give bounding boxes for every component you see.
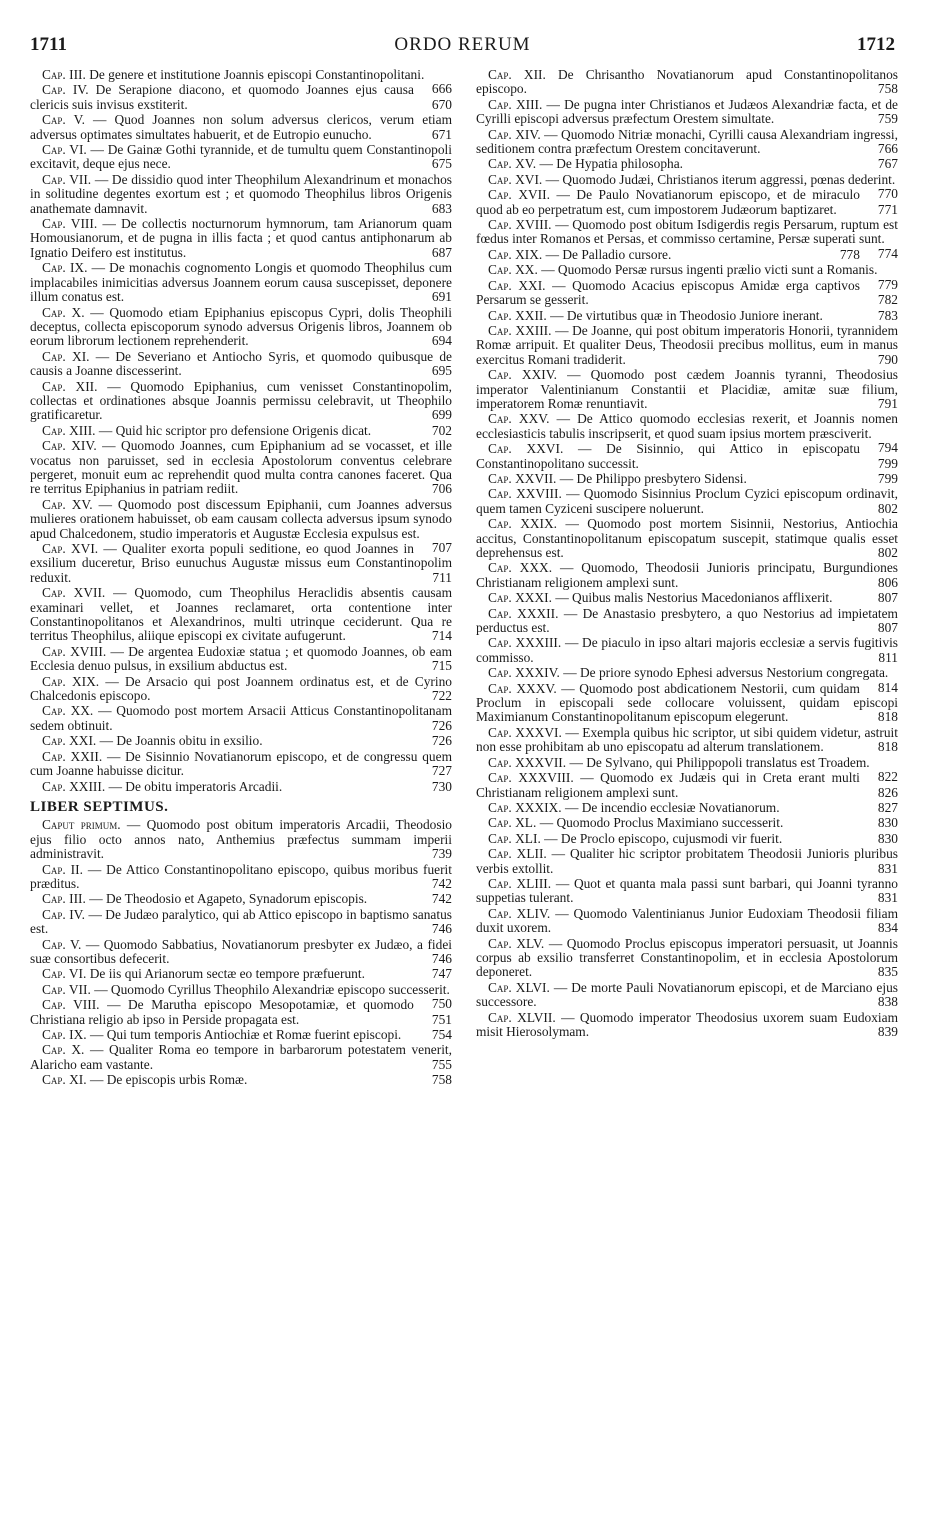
chapter-entry — [476, 907, 898, 936]
chapter-number: Cap. XIII. — [488, 96, 543, 112]
chapter-entry — [476, 801, 898, 815]
chapter-title: — Quod Joannes non solum adversus clericos, verum etiam adversus optimates simultates habuerit, et de Eutropio eunucho. — [30, 112, 452, 142]
column-reference: 807 — [877, 620, 898, 636]
chapter-number: Cap. XXXVIII. — [488, 770, 574, 786]
chapter-number: Cap. XLIV. — [488, 905, 551, 921]
chapter-title: — Quomodo, Theodosii Junioris principatu, Burgundiones Christianam religionem amplexi sunt. — [476, 560, 898, 590]
chapter-number: Cap. IV. — [42, 906, 85, 922]
chapter-title: — De Joanne, qui post obitum imperatoris Honorii, tyrannidem Romæ arripuit. Et qualiter Deus, Theodosii precibus mollitus, eum in manus exercitus Romani tradiderit. — [476, 322, 898, 367]
chapter-number: Cap. VI. — [42, 966, 87, 982]
chapter-entry — [30, 938, 452, 967]
chapter-entry — [30, 113, 452, 142]
chapter-entry — [30, 1073, 452, 1087]
chapter-title: — Quomodo post cædem Joannis tyranni, Theodosius imperator Valentinianum Constantii et Placidiæ, amitæ suæ filium, imperatorem Romæ renuntiavit. — [476, 367, 898, 411]
chapter-entry — [30, 261, 452, 304]
column-reference: 779 — [877, 276, 898, 292]
column-reference: 811 — [878, 649, 898, 665]
chapter-number: Cap. XV. — [42, 496, 93, 512]
chapter-title: De Chrisantho Novatianorum apud Constantinopolitanos episcopo. — [476, 67, 898, 97]
chapter-number: Cap. IX. — [42, 1027, 87, 1042]
chapter-entry — [476, 128, 898, 157]
chapter-number: Cap. XXXVI. — [488, 724, 562, 740]
column-reference: 767 — [877, 156, 898, 172]
chapter-title: — De Sisinnio Novatianorum episcopo, et de congressu quem cum Joanne habuisse dicitur. — [30, 748, 452, 779]
chapter-number: Cap. XXXV. — [488, 680, 557, 696]
chapter-entry — [30, 83, 452, 112]
chapter-entry — [30, 967, 452, 981]
column-reference: 802 — [877, 545, 898, 560]
chapter-number: Cap. XXXIII. — [488, 635, 562, 651]
chapter-title: — Quomodo post discessum Epiphanii, cum Joannes adversus mulieres orationem habuisset, ob eam causam collecta adversus ipsum synodo apud Chalcedonem, studio imperatoris et Augustæ Ecclesia expulsus est. — [30, 496, 452, 541]
column-reference: 834 — [877, 920, 898, 936]
chapter-entry — [476, 157, 898, 171]
chapter-entry — [30, 350, 452, 379]
chapter-number: Cap. XII. — [42, 378, 98, 394]
chapter-number: Cap. XXX. — [488, 560, 553, 576]
column-reference: 742 — [431, 875, 452, 891]
chapter-title: — Quomodo Acacius episcopus Amidæ erga captivos Persarum se gesserit. — [476, 277, 860, 308]
column-reference: 758 — [431, 1072, 452, 1088]
column-reference: 707 — [431, 540, 452, 555]
chapter-entry — [30, 586, 452, 644]
chapter-number: Cap. XXI. — [42, 733, 97, 749]
chapter-entry — [476, 981, 898, 1010]
chapter-number: Cap. XVI. — [488, 171, 543, 187]
column-reference: 790 — [877, 351, 898, 367]
chapter-entry — [476, 832, 898, 846]
column-reference: 683 — [431, 200, 452, 216]
chapter-title: — Quomodo, cum Theophilus Heraclidis absentis causam examinari vellet, et Joannes reclamaret, orta contentione inter Constantinopolitanos et Alexandrinos, multi utrinque ceciderunt. Qua re territus Theophilus, aliique episcopi ex civitate aufugerunt. — [30, 585, 452, 644]
chapter-entry — [476, 877, 898, 906]
chapter-title: — De Attico quomodo ecclesias rexerit, et Joannis nomen ecclesiasticis tabulis inscripserit, et quod suam ipsius mortem præsciverit. — [476, 411, 898, 441]
chapter-entry — [30, 704, 452, 733]
chapter-title: — De episcopis urbis Romæ. — [89, 1072, 248, 1088]
column-reference: 758 — [877, 81, 898, 97]
column-reference: 754 — [431, 1027, 452, 1042]
chapter-number: Cap. XI. — [42, 348, 90, 364]
chapter-entry — [476, 245, 898, 262]
column-reference: 771 — [877, 201, 898, 217]
chapter-entry — [476, 937, 898, 980]
chapter-entry — [30, 780, 452, 794]
chapter-number: Cap. XIX. — [488, 246, 543, 262]
column-reference: 727 — [431, 763, 452, 779]
chapter-title: — De Hypatia philosopha. — [539, 156, 684, 172]
chapter-number: Cap. XLVI. — [488, 979, 550, 995]
column-reference: 694 — [431, 333, 452, 349]
chapter-title: — De Sylvano, qui Philippopoli translatus est Troadem. — [569, 754, 870, 770]
chapter-number: Cap. XXV. — [488, 411, 550, 427]
chapter-entry — [30, 1028, 452, 1042]
column-reference: 730 — [431, 778, 452, 794]
chapter-number: Cap. XXXIV. — [488, 665, 560, 681]
chapter-entry — [476, 309, 898, 323]
column-reference: 695 — [431, 363, 452, 379]
column-reference: 670 — [431, 96, 452, 112]
chapter-entry — [476, 1011, 898, 1040]
chapter-title: — De Joannis obitu in exsilio. — [99, 733, 263, 749]
column-reference: 839 — [877, 1024, 898, 1039]
chapter-entry — [30, 645, 452, 674]
column-reference: 791 — [877, 395, 898, 411]
chapter-title: — Quomodo Judæi, Christianos iterum aggressi, pœnas dederint. — [545, 171, 896, 187]
column-reference: 706 — [431, 481, 452, 497]
chapter-number: Cap. XXVII. — [488, 470, 557, 486]
chapter-entry — [476, 816, 898, 830]
chapter-entry — [30, 380, 452, 423]
column-reference: 766 — [877, 141, 898, 157]
chapter-number: Cap. XXIII. — [488, 322, 552, 338]
chapter-title: — Quomodo Epiphanius, cum venisset Constantinopolim, collectas et ordinationes absque Joannis permissu celebravit, ut Theophilo gratificaretur. — [30, 378, 452, 423]
chapter-title: — Quomodo ex Judæis qui in Creta erant multi Christianam religionem amplexi sunt. — [476, 770, 860, 800]
chapter-number: Cap. XXXVII. — [488, 754, 567, 770]
chapter-title: — De Proclo episcopo, cujusmodi vir fuerit. — [544, 830, 783, 846]
chapter-title: — Quomodo etiam Epiphanius episcopus Cypri, dolis Theophili deceptus, collecta episcoporum synodo adversus Origenis libros, Joannem ob eorum librorum lectionem reprehenderit. — [30, 304, 452, 349]
chapter-number: Cap. XL. — [488, 815, 537, 831]
column-reference: 711 — [432, 569, 452, 585]
column-reference: 831 — [877, 890, 898, 906]
column-reference: 830 — [877, 830, 898, 846]
chapter-title: — Quomodo post mortem Sisinnii, Nestorius, Antiochia accitus, Constantinopolitanum episcopatum suscepit, statimque qualis esset deprehensus est. — [476, 516, 899, 560]
chapter-title: — De incendio ecclesiæ Novatianorum. — [564, 799, 780, 815]
chapter-entry — [30, 998, 452, 1027]
chapter-entry — [476, 607, 898, 636]
column-reference: 783 — [877, 307, 898, 323]
column-reference: 799 — [877, 455, 898, 471]
chapter-title: — Quomodo Persæ rursus ingenti prælio victi sunt a Romanis. — [541, 262, 878, 278]
chapter-number: Cap. X. — [42, 1042, 85, 1058]
right-column — [476, 68, 898, 1040]
column-reference: 742 — [431, 891, 452, 907]
column-reference: 806 — [877, 574, 898, 590]
column-reference: 831 — [877, 860, 898, 876]
chapter-entry — [30, 863, 452, 892]
chapter-title: — Qualiter Roma eo tempore in barbarorum potestatem venerit, Alaricho eam vastante. — [30, 1042, 452, 1072]
chapter-entry — [30, 908, 452, 937]
chapter-title: — Quot et quanta mala passi sunt barbari, qui Joanni tyranno suppetias tulerant. — [476, 875, 898, 906]
chapter-title: — Quomodo post obitum Isdigerdis regis Persarum, ruptum est fœdus inter Romanos et Persas, et commisso certamine, Persæ superati sunt. — [476, 217, 898, 247]
chapter-entry — [30, 675, 452, 704]
chapter-entry — [30, 542, 452, 585]
chapter-number: Cap. III. — [42, 67, 86, 82]
column-reference: 671 — [431, 126, 452, 142]
chapter-entry — [476, 442, 898, 471]
chapter-entry — [30, 818, 452, 861]
column-reference: 759 — [877, 111, 898, 127]
chapter-entry — [476, 98, 898, 127]
column-reference: 770 — [877, 186, 898, 202]
column-reference: 818 — [877, 709, 898, 725]
chapter-number: Cap. V. — [42, 112, 85, 128]
chapter-title: — De piaculo in ipso altari majoris ecclesiæ a servis fugitivis commisso. — [476, 635, 899, 665]
chapter-title: — Qualiter exorta populi seditione, eo quod Joannes in exsilium duceretur, Briso eunuchus Augustæ missus eum Constantinopolim reduxit. — [30, 541, 452, 585]
chapter-title: — Quid hic scriptor pro defensione Origenis dicat. — [98, 422, 372, 438]
chapter-number: Cap. XXIII. — [42, 778, 106, 794]
chapter-title: — De morte Pauli Novatianorum episcopi, et de Marciano ejus successore. — [476, 979, 898, 1010]
chapter-entry — [30, 750, 452, 779]
column-reference: 746 — [431, 921, 452, 937]
chapter-title: — De Attico Constantinopolitano episcopo, quibus moribus fuerit præditus. — [30, 861, 453, 891]
column-reference: 726 — [431, 717, 452, 733]
column-reference: 807 — [877, 590, 898, 606]
chapter-number: Cap. XXII. — [488, 307, 547, 323]
chapter-number: Cap. XIV. — [488, 126, 541, 142]
chapter-number: Cap. VIII. — [42, 216, 98, 232]
chapter-title: — De Philippo presbytero Sidensi. — [559, 470, 747, 486]
column-reference: 739 — [431, 846, 452, 862]
chapter-title: — De Gainæ Gothi tyrannide, et de tumultu quem Constantinopoli excitavit, deque ejus nece. — [30, 142, 452, 172]
column-reference: 687 — [431, 244, 452, 260]
chapter-entry — [30, 306, 452, 349]
chapter-number: Cap. XXVIII. — [488, 486, 562, 502]
column-reference: 830 — [877, 815, 898, 831]
chapter-number: Cap. XXXIX. — [488, 799, 562, 815]
chapter-title: — Qui tum temporis Antiochiæ et Romæ fuerint episcopi. — [89, 1027, 402, 1042]
chapter-number: Cap. V. — [42, 936, 82, 952]
chapter-title: De genere et institutione Joannis episcopi Constantinopolitani. — [89, 67, 425, 82]
column-reference: 699 — [431, 407, 452, 423]
chapter-entry — [476, 679, 898, 725]
chapter-title: — Quomodo Proclus episcopus imperatori persuasit, ut Joannis corpus ab exsilio transferret Constantinopolim, et in ecclesia Apostolorum deponeret. — [476, 935, 898, 980]
chapter-title: — Quomodo Nitriæ monachi, Cyrilli causa Alexandriam ingressi, seditionem contra præfectum Orestem concitaverunt. — [476, 126, 898, 157]
chapter-number: Caput primum. — [42, 817, 121, 833]
book-heading: LIBER SEPTIMUS. — [30, 798, 169, 815]
chapter-entry — [30, 217, 452, 260]
page-number-left: 1711 — [30, 34, 67, 55]
column-reference: 751 — [431, 1011, 452, 1027]
chapter-title: — Quomodo Valentinianus Junior Eudoxiam Theodosii filiam duxit uxorem. — [476, 905, 899, 936]
chapter-entry — [476, 771, 898, 800]
chapter-title: De Serapione diacono, et quomodo Joannes ejus causa clericis suis invisus exstiterit. — [30, 82, 414, 112]
chapter-entry — [30, 1043, 452, 1072]
chapter-title: — De collectis nocturnorum hymnorum, tam Arianorum quam Homousianorum, et de pugna in illis facta ; et quod cantus antiphonarum ab Ignatio Deifero est institutus. — [30, 216, 452, 260]
chapter-title: — Quomodo Sisinnius Proclum Cyzici episcopum ordinavit, quem tamen Cyziceni suscipere noluerunt. — [476, 486, 898, 516]
chapter-number: Cap. XVII. — [42, 585, 106, 601]
chapter-title: — De argentea Eudoxiæ statua ; et quomodo Joannes, ob eam Ecclesia denuo pulsus, in exsilium abductus est. — [30, 643, 452, 674]
chapter-number: Cap. XXI. — [488, 277, 546, 293]
chapter-number: Cap. XXVI. — [488, 441, 564, 457]
chapter-title: De iis qui Arianorum sectæ eo tempore præfuerunt. — [89, 966, 365, 982]
chapter-number: Cap. II. — [42, 861, 83, 877]
chapter-title: — Quomodo post abdicationem Nestorii, cum quidam Proclum in episcopali sede collocare voluissent, quidam episcopi Maximianum Constantinopolitanum episcopum elegerunt. — [476, 680, 898, 725]
chapter-title: — Exempla quibus hic scriptor, ut sibi quidem videtur, astruit non esse prohibitam ab uno episcopatu ad alterum translationem. — [476, 724, 898, 755]
column-reference: 750 — [431, 996, 452, 1012]
chapter-number: Cap. XLV. — [488, 935, 545, 951]
chapter-title: — De Palladio cursore. — [545, 246, 672, 262]
chapter-title: — Quomodo post obitum imperatoris Arcadii, Theodosio ejus filio octo annos nato, Anthemius præfectus summam imperii administravit. — [30, 817, 453, 862]
chapter-number: Cap. XXIX. — [488, 516, 558, 532]
chapter-number: Cap. IV. — [42, 82, 89, 98]
chapter-title: — De Paulo Novatianorum episcopo, et de miraculo quod ab eo perpetratum est, cum impostorem Judæorum baptizaret. — [476, 187, 860, 217]
chapter-title: — De priore synodo Ephesi adversus Nestorium congregata. — [563, 665, 889, 681]
chapter-title: — De virtutibus quæ in Theodosio Juniore inerant. — [550, 307, 823, 323]
chapter-entry — [476, 517, 898, 560]
chapter-entry — [30, 734, 452, 748]
chapter-title: — Quomodo Joannes, cum Epiphanium ad se vocasset, et ille vocatus non paruisset, sed in ecclesia Apostolorum conventus celebrare pergeret, monuit eum ac reprehendit quod multa contra canones faceret. Qua re territus Epiphanius in patriam rediit. — [30, 438, 452, 497]
chapter-entry — [476, 324, 898, 367]
chapter-entry — [30, 173, 452, 216]
column-reference: 774 — [877, 245, 898, 261]
chapter-number: Cap. XXII. — [42, 748, 103, 764]
chapter-number: Cap. XII. — [488, 67, 546, 82]
chapter-number: Cap. XVIII. — [488, 217, 552, 233]
chapter-number: Cap. XXXI. — [488, 590, 552, 606]
chapter-title: — De pugna inter Christianos et Judæos Alexandriæ facta, et de Cyrilli episcopi adversus præfectum Orestem simultate. — [476, 96, 898, 127]
column-reference: 714 — [431, 628, 452, 644]
chapter-title: — Quomodo imperator Theodosius uxorem suam Eudoxiam misit Hierosolymam. — [476, 1009, 898, 1039]
chapter-entry — [30, 439, 452, 497]
column-reference: 778 — [839, 246, 860, 262]
chapter-title: — De Severiano et Antiocho Syris, et quomodo quibusque de causis a Joanne discesserint. — [30, 348, 452, 379]
chapter-number: Cap. III. — [42, 891, 86, 907]
chapter-title: — De Marutha episcopo Mesopotamiæ, et quomodo Christiana religio ab ipso in Perside propagata est. — [30, 997, 414, 1027]
chapter-entry — [476, 368, 898, 411]
column-reference: 794 — [877, 440, 898, 456]
column-reference: 746 — [431, 950, 452, 966]
chapter-number: Cap. XIV. — [42, 438, 97, 454]
chapter-entry — [476, 487, 898, 516]
chapter-title: — De dissidio quod inter Theophilum Alexandrinum et monachos in solitudine degentes exortum est ; et quomodo Theophilus libros Origenis anathemate damnavit. — [30, 171, 453, 216]
column-reference: 726 — [431, 733, 452, 749]
chapter-title: — De Anastasio presbytero, a quo Nestorius ad impietatem perductus est. — [476, 605, 898, 636]
column-reference: 802 — [877, 500, 898, 516]
chapter-entry — [476, 276, 898, 308]
chapter-number: Cap. XXIV. — [488, 367, 557, 383]
chapter-title: — De Arsacio qui post Joannem ordinatus est, et de Cyrino Chalcedonis episcopo. — [30, 673, 452, 704]
chapter-number: Cap. VI. — [42, 142, 87, 158]
page-number-right: 1712 — [857, 34, 895, 55]
chapter-entry — [476, 68, 898, 97]
chapter-number: Cap. XIII. — [42, 422, 96, 438]
chapter-title: — Quomodo Proclus Maximiano successerit. — [539, 815, 784, 831]
chapter-title: — Qualiter hic scriptor probitatem Theodosii Junioris pluribus verbis extollit. — [476, 846, 898, 876]
chapter-title: — Quomodo Sabbatius, Novatianorum presbyter ex Judæo, a fidei suæ consortibus defecerit. — [30, 936, 452, 966]
chapter-number: Cap. XVIII. — [42, 643, 107, 659]
column-reference: 827 — [877, 799, 898, 815]
column-reference: 666 — [431, 81, 452, 97]
chapter-number: Cap. X. — [42, 304, 85, 320]
running-header — [30, 34, 895, 56]
chapter-number: Cap. XIX. — [42, 673, 100, 689]
column-reference: 675 — [431, 156, 452, 172]
chapter-number: Cap. XLII. — [488, 846, 547, 862]
column-reference: 702 — [431, 422, 452, 438]
chapter-title: — De Sisinnio, qui Attico in episcopatu Constantinopolitano successit. — [476, 441, 860, 471]
chapter-title: — Quomodo Cyrillus Theophilo Alexandriæ episcopo successerit. — [94, 981, 450, 997]
chapter-number: Cap. VIII. — [42, 997, 100, 1013]
chapter-entry — [30, 892, 452, 906]
chapter-entry — [476, 726, 898, 755]
chapter-title: — Quibus malis Nestorius Macedonianos afflixerit. — [555, 590, 833, 606]
column-reference: 722 — [431, 688, 452, 704]
running-title: ORDO RERUM — [394, 34, 531, 55]
column-reference: 747 — [431, 966, 452, 982]
chapter-entry — [476, 472, 898, 486]
chapter-title: — De obitu imperatoris Arcadii. — [108, 778, 283, 794]
column-reference: 755 — [431, 1056, 452, 1072]
chapter-entry — [476, 847, 898, 876]
column-reference: 814 — [877, 679, 898, 695]
chapter-entry — [476, 188, 898, 217]
chapter-title: — De Judæo paralytico, qui ab Attico episcopo in baptismo sanatus est. — [30, 906, 452, 937]
chapter-number: Cap. VII. — [42, 981, 91, 997]
column-reference: 799 — [877, 470, 898, 486]
chapter-number: Cap. XLVII. — [488, 1009, 556, 1025]
chapter-number: Cap. VII. — [42, 171, 92, 187]
column-reference: 835 — [877, 964, 898, 980]
chapter-number: Cap. XX. — [488, 262, 538, 278]
column-reference: 822 — [877, 769, 898, 785]
chapter-number: Cap. XVI. — [42, 541, 99, 556]
chapter-number: Cap. IX. — [42, 260, 88, 276]
chapter-title: — De monachis cognomento Longis et quomodo Theophilus cum implacabiles inimicitias adversus Joannem eorum causa suscepisset, deponere illum conatus est. — [30, 260, 452, 305]
chapter-number: Cap. XV. — [488, 156, 537, 172]
chapter-entry — [30, 143, 452, 172]
chapter-title: — De Theodosio et Agapeto, Synadorum episcopis. — [89, 891, 368, 907]
column-reference: 838 — [877, 994, 898, 1010]
chapter-entry — [476, 561, 898, 590]
column-reference: 826 — [877, 784, 898, 800]
column-reference: 818 — [877, 739, 898, 755]
chapter-number: Cap. XLIII. — [488, 875, 552, 891]
column-reference: 782 — [877, 292, 898, 308]
chapter-number: Cap. XX. — [42, 703, 94, 719]
chapter-entry — [30, 424, 452, 438]
column-reference: 691 — [431, 289, 452, 305]
chapter-entry — [476, 591, 898, 605]
chapter-title: — Quomodo post mortem Arsacii Atticus Constantinopolitanam sedem obtinuit. — [30, 703, 452, 733]
column-reference: 715 — [431, 658, 452, 674]
chapter-number: Cap. XI. — [42, 1072, 87, 1088]
chapter-entry — [476, 636, 898, 665]
chapter-number: Cap. XXXII. — [488, 605, 559, 621]
left-column — [30, 68, 452, 1089]
chapter-number: Cap. XVII. — [488, 187, 550, 203]
chapter-number: Cap. XLI. — [488, 830, 541, 846]
